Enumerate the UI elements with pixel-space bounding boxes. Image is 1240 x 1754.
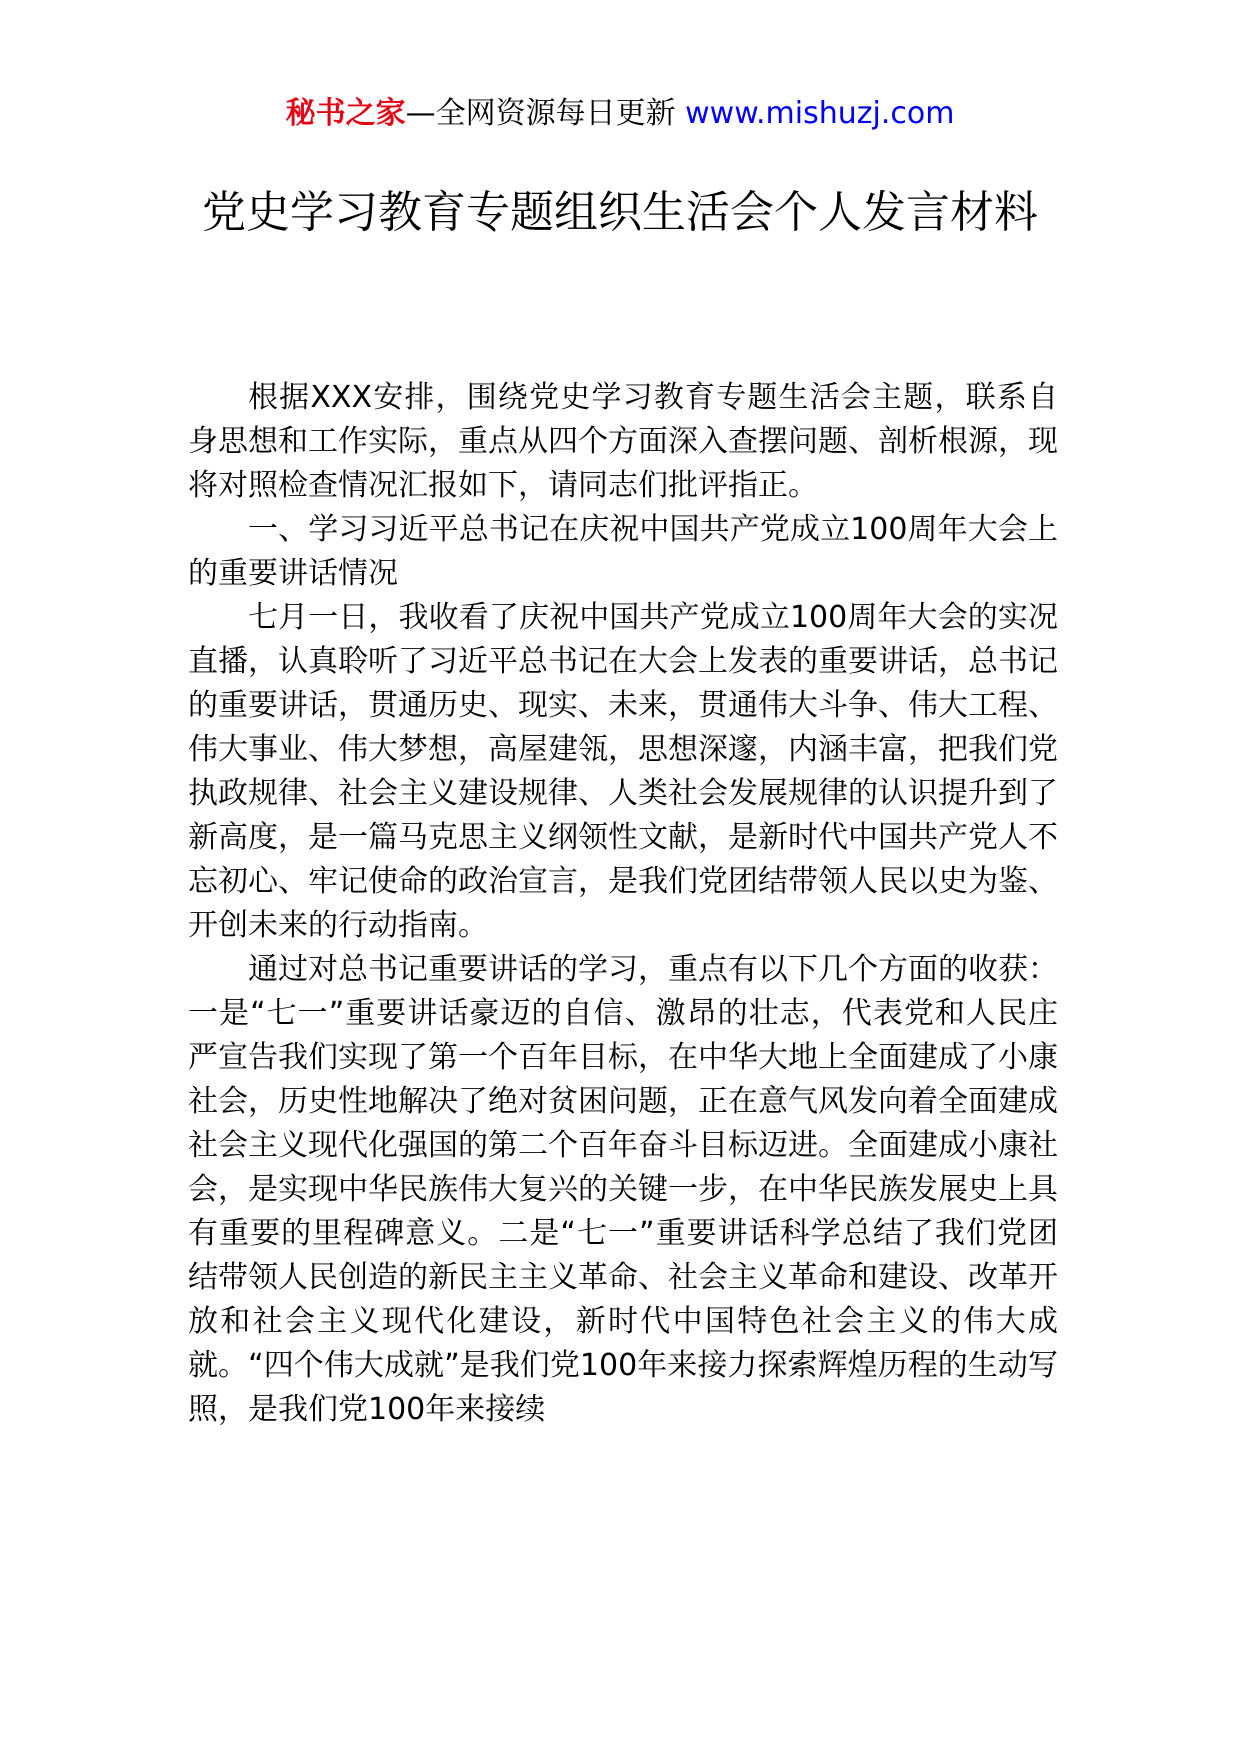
section-heading: 一、学习习近平总书记在庆祝中国共产党成立100周年大会上的重要讲话情况 bbox=[188, 512, 1058, 591]
intro-paragraph: 根据XXX安排，围绕党史学习教育专题生活会主题，联系自身思想和工作实际，重点从四个方面深入查摆问题、剖析根源，现将对照检查情况汇报如下，请同志们批评指正。 bbox=[188, 380, 1058, 503]
brand-name: 秘书之家 bbox=[285, 96, 406, 131]
document-body bbox=[188, 376, 1058, 1432]
body-paragraph: 七月一日，我收看了庆祝中国共产党成立100周年大会的实况直播，认真聆听了习近平总书记在大会上发表的重要讲话，总书记的重要讲话，贯通历史、现实、未来，贯通伟大斗争、伟大工程、伟大事业、伟大梦想，高屋建瓴，思想深邃，内涵丰富，把我们党执政规律、社会主义建设规律、人类社会发展规律的认识提升到了新高度，是一篇马克思主义纲领性文献，是新时代中国共产党人不忘初心、牢记使命的政治宣言，是我们党团结带领人民以史为鉴、开创未来的行动指南。 bbox=[188, 600, 1058, 943]
header-tagline: —全网资源每日更新 bbox=[405, 96, 676, 131]
document-title: 党史学习教育专题组织生活会个人发言材料 bbox=[202, 187, 1038, 238]
site-header bbox=[0, 92, 1240, 136]
site-url-link[interactable]: www.mishuzj.com bbox=[685, 96, 955, 131]
body-paragraph: 通过对总书记重要讲话的学习，重点有以下几个方面的收获：一是“七一”重要讲话豪迈的自信、激昂的壮志，代表党和人民庄严宣告我们实现了第一个百年目标，在中华大地上全面建成了小康社会，历史性地解决了绝对贫困问题，正在意气风发向着全面建成社会主义现代化强国的第二个百年奋斗目标迈进。全面建成小康社会，是实现中华民族伟大复兴的关键一步，在中华民族发展史上具有重要的里程碑意义。二是“七一”重要讲话科学总结了我们党团结带领人民创造的新民主主义革命、社会主义革命和建设、改革开放和社会主义现代化建设，新时代中国特色社会主义的伟大成就。“四个伟大成就”是我们党100年来接力探索辉煌历程的生动写照，是我们党100年来接续 bbox=[188, 952, 1058, 1427]
